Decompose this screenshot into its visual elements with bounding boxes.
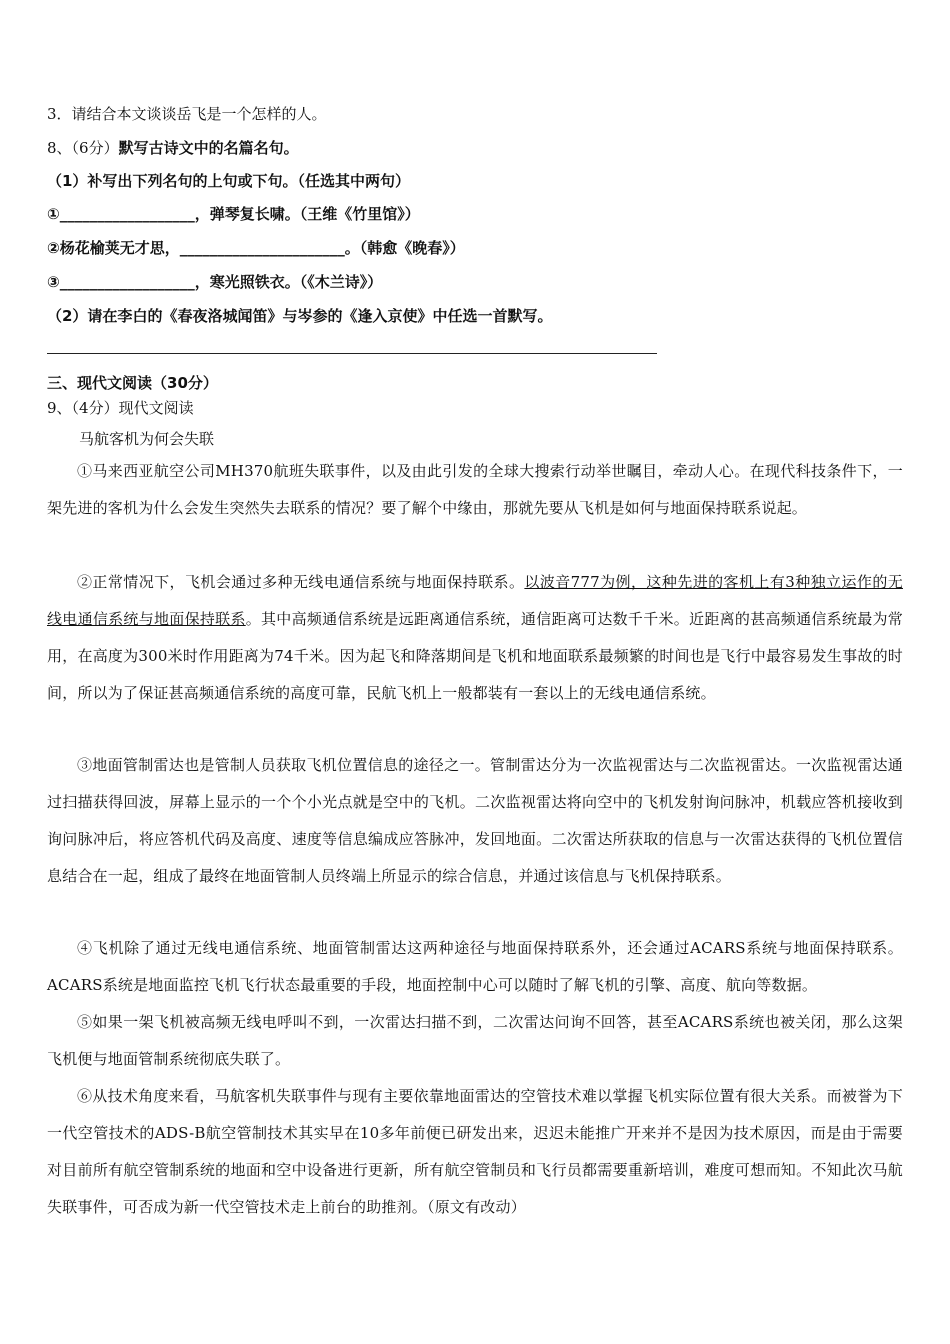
article-paragraph-4: ④飞机除了通过无线电通信系统、地面管制雷达这两种途径与地面保持联系外，还会通过ACARS系统与地面保持联系。ACARS系统是地面监控飞机飞行状态最重要的手段，地面控制中心可以随时了解飞机的引擎、高度、航向等数据。	[47, 939, 903, 994]
section-3-heading: 三、现代文阅读（30分）	[47, 374, 218, 392]
question-8-title: 默写古诗文中的名篇名句。	[118, 139, 299, 157]
question-9-header: 9、（4分）现代文阅读	[47, 399, 194, 417]
fill-blank-3: ③__________________，寒光照铁衣。（《木兰诗》）	[47, 273, 383, 291]
underlined-sentence: 以波音777为例，这种先进的客机上有3种独立运作的无线电通信系统与地面保持联系	[47, 573, 903, 628]
question-8-part2: （2）请在李白的《春夜洛城闻笛》与岑参的《逢入京使》中任选一首默写。	[47, 307, 553, 325]
paragraph-2-rest: 。其中高频通信系统是远距离通信系统，通信距离可达数千千米。近距离的甚高频通信系统最为常用，在高度为300米时作用距离为74千米。因为起飞和降落期间是飞机和地面联系最频繁的时间也是飞行中最容易发生事故的时间，所以为了保证甚高频通信系统的高度可靠，民航飞机上一般都装有一套以上的无线电通信系统。	[47, 610, 903, 702]
fill-blank-1: ①__________________，弹琴复长啸。（王维《竹里馆》）	[47, 205, 420, 223]
paragraph-2-lead: ②正常情况下，飞机会通过多种无线电通信系统与地面保持联系。	[77, 573, 525, 591]
question-3: 3．请结合本文谈谈岳飞是一个怎样的人。	[47, 105, 327, 123]
question-8-part1: （1）补写出下列名句的上句或下句。（任选其中两句）	[47, 172, 410, 190]
fill-blank-2: ②杨花榆荚无才思，______________________。（韩愈《晚春》）	[47, 239, 465, 257]
question-8-header	[47, 138, 299, 158]
article-paragraph-6: ⑥从技术角度来看，马航客机失联事件与现有主要依靠地面雷达的空管技术难以掌握飞机实际位置有很大关系。而被誉为下一代空管技术的ADS-B航空管制技术其实早在10多年前便已研发出来，迟迟未能推广开来并不是因为技术原因，而是由于需要对目前所有航空管制系统的地面和空中设备进行更新，所有航空管制员和飞行员都需要重新培训，难度可想而知。不知此次马航失联事件，可否成为新一代空管技术走上前台的助推剂。（原文有改动）	[47, 1087, 903, 1216]
article-paragraph-2	[47, 564, 903, 712]
answer-line	[47, 353, 657, 354]
article-title: 马航客机为何会失联	[79, 430, 215, 448]
question-8-points: 8、（6分）	[47, 139, 119, 157]
article-paragraph-1: ①马来西亚航空公司MH370航班失联事件，以及由此引发的全球大搜索行动举世瞩目，牵动人心。在现代科技条件下，一架先进的客机为什么会发生突然失去联系的情况？要了解个中缘由，那就先要从飞机是如何与地面保持联系说起。	[47, 462, 903, 517]
article-paragraph-3: ③地面管制雷达也是管制人员获取飞机位置信息的途径之一。管制雷达分为一次监视雷达与二次监视雷达。一次监视雷达通过扫描获得回波，屏幕上显示的一个个小光点就是空中的飞机。二次监视雷达将向空中的飞机发射询问脉冲，机载应答机接收到询问脉冲后，将应答机代码及高度、速度等信息编成应答脉冲，发回地面。二次雷达所获取的信息与一次雷达获得的飞机位置信息结合在一起，组成了最终在地面管制人员终端上所显示的综合信息，并通过该信息与飞机保持联系。	[47, 756, 903, 885]
article-paragraph-5: ⑤如果一架飞机被高频无线电呼叫不到，一次雷达扫描不到，二次雷达问询不回答，甚至ACARS系统也被关闭，那么这架飞机便与地面管制系统彻底失联了。	[47, 1013, 903, 1068]
